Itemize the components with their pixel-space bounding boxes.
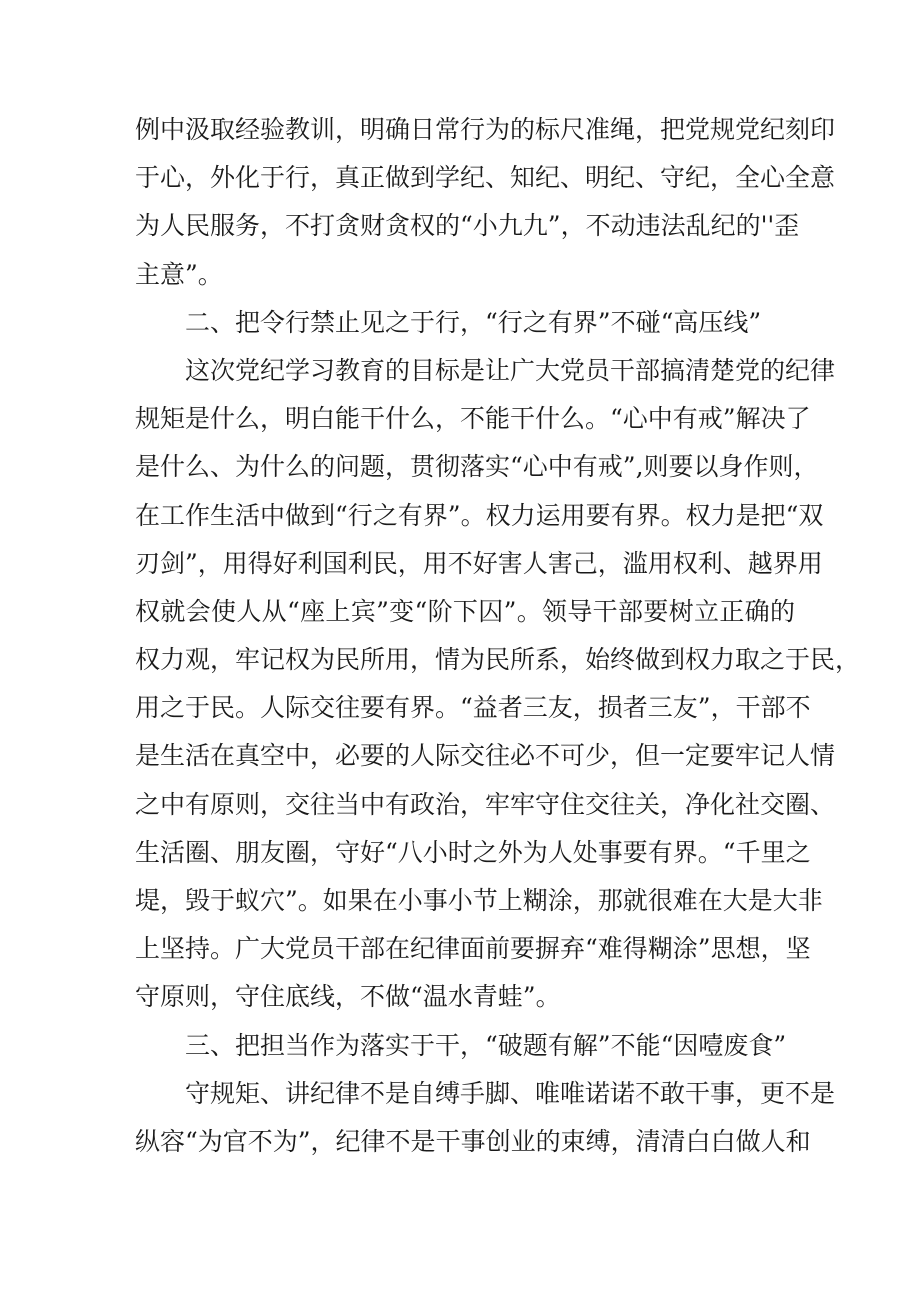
text-line: 上坚持。广大党员干部在纪律面前要摒弃“难得糊涂”思想，坚: [135, 934, 811, 964]
text-line: 在工作生活中做到“行之有界”。权力运用要有界。权力是把“双: [135, 500, 824, 530]
text-line: 于心，外化于行，真正做到学纪、知纪、明纪、守纪，全心全意: [135, 163, 836, 193]
intro-paragraph: [135, 106, 836, 299]
text-line: 是生活在真空中，必要的人际交往必不可少，但一定要牢记人情: [135, 741, 836, 771]
section-heading-3: 三、把担当作为落实于干，“破题有解”不能“因噎废食”: [185, 1030, 787, 1060]
text-line: 刃剑”，用得好利国利民，用不好害人害己，滥用权利、越界用: [135, 548, 823, 578]
text-line: 规矩是什么，明白能干什么，不能干什么。“心中有戒”解决了: [135, 404, 811, 434]
text-line: 之中有原则，交往当中有政治，牢牢守住交往关，净化社交圈、: [135, 789, 836, 819]
section-2-paragraph: [135, 347, 861, 1022]
text-line: 纵容“为官不为”，纪律不是干事创业的束缚，清清白白做人和: [135, 1126, 811, 1156]
text-line: 守规矩、讲纪律不是自缚手脚、唯唯诺诺不敢干事，更不是: [185, 1078, 836, 1108]
text-line: 主意”。: [135, 259, 223, 289]
text-line: 守原则，守住底线，不做“温水青蛙”。: [135, 982, 561, 1012]
text-line: 生活圈、朋友圈，守好“八小时之外为人处事要有界。“千里之: [135, 837, 811, 867]
text-line: 这次党纪学习教育的目标是让广大党员干部搞清楚党的纪律: [185, 355, 836, 385]
text-line: 为人民服务，不打贪财贪权的“小九九”，不动违法乱纪的''歪: [135, 211, 800, 241]
text-line: 是什么、为什么的问题，贯彻落实“心中有戒”,则要以身作则，: [135, 452, 819, 482]
text-line: 用之于民。人际交往要有界。“益者三友，损者三友”，干部不: [135, 693, 811, 723]
text-line: 权就会使人从“座上宾”变“阶下囚”。领导干部要树立正确的: [135, 596, 795, 626]
section-heading-2: 二、把令行禁止见之于行，“行之有界”不碰“高压线”: [185, 307, 762, 337]
text-line: 权力观，牢记权为民所用，情为民所系，始终做到权力取之于民，: [135, 645, 861, 675]
text-line: 例中汲取经验教训，明确日常行为的标尺准绳，把党规党纪刻印: [135, 115, 836, 144]
section-3-paragraph: [135, 1070, 836, 1166]
document-body: [135, 106, 861, 1166]
text-line: 堤，毁于蚁穴”。如果在小事小节上糊涂，那就很难在大是大非: [135, 886, 823, 915]
